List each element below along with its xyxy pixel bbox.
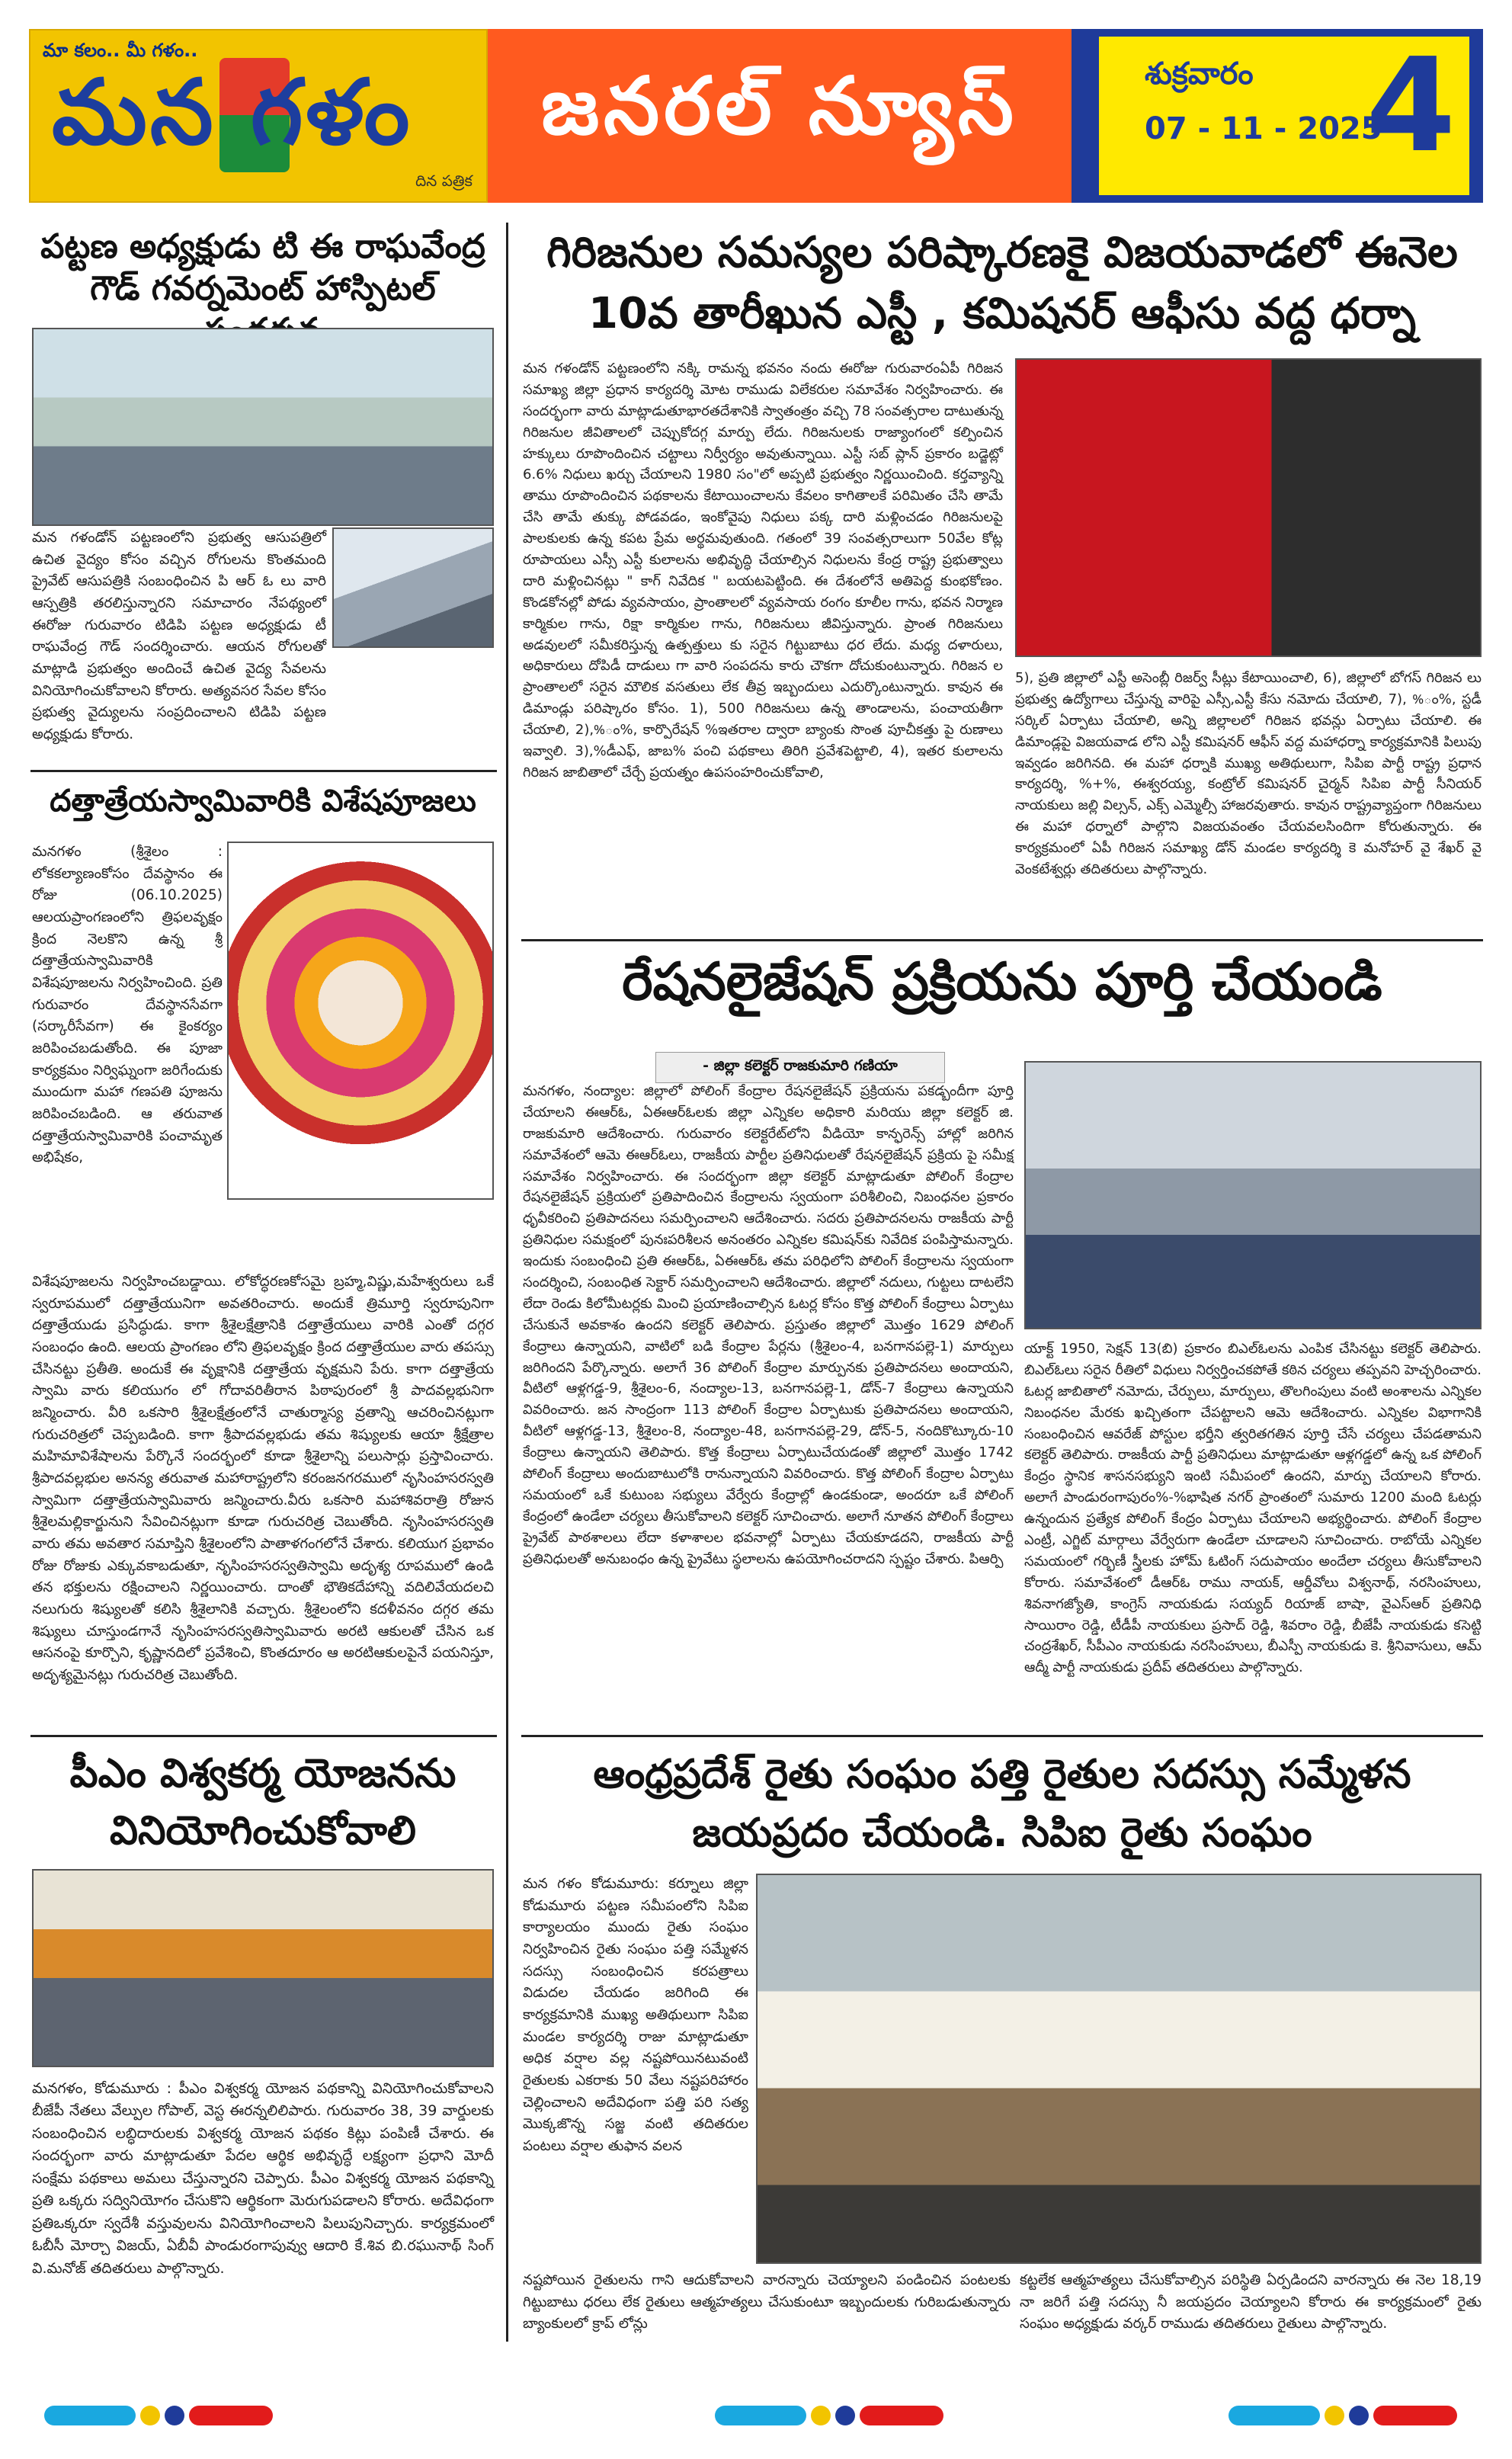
footer-pill-red [1373,2406,1457,2425]
section-divider [521,1735,1483,1737]
hospital-body-continued [32,649,494,764]
farmers-protest-photo [756,1874,1482,2264]
farmers-body-right: కట్టలేక ఆత్మహత్యలు చేసుకోవాల్సిన పరిస్థితి ఏర్పడిందని వారన్నారు ఈ నెల 18,19 నా జరిగే పత్తి సదస్సు నీ జయప్రదం చెయ్యాలని కోరారు ఈ కార్యక్రమంలో రైతు సంఘం అధ్యక్షుడు వర్కర్ రాముడు తదితరులు రైతులు పాల్గొన్నారు. [1020,2272,1482,2332]
hospital-body: మన గళండోన్ పట్టణంలోని ప్రభుత్వ ఆసుపత్రిలో ఉచిత వైద్యం కోసం వచ్చిన రోగులను కొంతమంది ప్రైవేట్ ఆసుపత్రికి సంబంధించిన పి ఆర్ ఓ లు వారి ఆస్పత్రికి తరలిస్తున్నారని సమాచారం నేపథ్యంలో ఈరోజు గురువారం టిడిపి పట్టణ అధ్యక్షుడు టీ రాఘవేంద్ర గౌడ్ సందర్శించారు. ఆయన రోగులతో మాట్లాడి ప్రభుత్వం అందించే ఉచిత వైద్య సేవలను వినియోగించుకోవాలని కోరారు. అత్యవసర సేవల కోసం ప్రభుత్వ వైద్యులను సంప్రదించాలని టిడిపి పట్టణ అధ్యక్షుడు కోరారు. [32,530,326,743]
footer-decoration [0,2401,1512,2432]
footer-dot-navy [165,2406,184,2425]
page-number: 4 [1366,30,1456,181]
dattatreya-body-full: విశేషపూజలను నిర్వహించబడ్డాయి. లోకోద్ధరణకోసమై బ్రహ్మ,విష్ణు,మహేశ్వరులు ఒకే స్వరూపములో దత్తాత్రేయునిగా అవతరించారు. అందుకే త్రిమూర్తి స్వరూపునిగా దత్తాత్రేయుడు ప్రసిద్ధుడు. కాగా శ్రీశైలక్షేత్రానికి దత్తాత్రేయులు వారికి ఎంతో దగ్గర సంబంధం ఉంది. ఆలయ ప్రాంగణం లోని త్రిఫలవృక్షం క్రింద దత్తాత్రేయుల వారు తపస్సు చేసినట్టు ప్రతీతి. అందుకే ఈ వృక్షానికి దత్తాత్రేయ వృక్షమని పేరు. కాగా దత్తాత్రేయ స్వామి వారు కలియుగం లో గోదావరితీరాన పిఠాపురంలో శ్రీ పాదవల్లభునిగా జన్మించారు. వీరి ఒకసారి శ్రీశైలక్షేత్రంలోనే చాతుర్మాస్య వ్రతాన్ని ఆచరించినట్లుగా గురుచరిత్రలో చెప్పబడింది. కాగా శ్రీపాదవల్లభుడు తమ శిష్యులకు ఆయా శ్రీక్షేత్రాల మహిమావిశేషాలను పేర్కొనే సందర్భంలో కూడా శ్రీశైలాన్ని పలుసార్లు ప్రస్తావించారు. శ్రీపాదవల్లభుల అనన్య తరువాత మహారాష్ట్రలోని కరంజనగరములో నృసింహసరస్వతి స్వామిగా దత్తాత్రేయస్వామివారు జన్మించారు.వీరు ఒకసారి మహాశివరాత్రి రోజున శ్రీశైలమల్లికార్జునుని సేవించినట్లుగా కూడా గురుచరిత్ర చెబుతోంది. నృసింహసరస్వతి వారు తమ అవతార సమాప్తిని శ్రీశైలంలోని పాతాళగంగలోనే చేశారు. కలియుగ ప్రభావం రోజు రోజుకు ఎక్కువకాబడుతూ, నృసింహసరస్వతిస్వామి అదృశ్య రూపములో ఉండి తన భక్తులను రక్షించాలని నిర్ణయించారు. దాంతో భౌతికదేహాన్ని వదిలివేయదలచి నలుగురు శిష్యులతో కలిసి శ్రీశైలానికి వచ్చారు. శ్రీశైలంలోని కదళీవనం దగ్గర తమ శిష్యులు చూస్తుండగానే నృసింహసరస్వతిస్వామివారు అరటి ఆకులతో చేసిన ఒక ఆసనంపై కూర్చొని, కృష్ణానదిలో ప్రవేశించి, కొంతదూరం ఆ అరటిఆకులపైనే పయనిస్తూ, అదృశ్యమైనట్లు గురుచరిత్ర చెబుతోంది. [32,1274,494,1684]
logo-tagline: మా కలం.. మీ గళం.. [43,40,198,61]
date-panel [1072,29,1483,203]
issue-date: 07 - 11 - 2025 [1145,111,1382,146]
section-divider [30,770,497,772]
footer-pill-blue [715,2406,806,2425]
dharna-body: మన గళండోన్ పట్టణంలోని నక్కి రామన్న భవనం నందు ఈరోజు గురువారంఏపీ గిరిజన సమాఖ్య జిల్లా ప్రధాన కార్యదర్శి మోట రాముడు విలేకరుల సమావేశం నిర్వహించారు. ఈ సందర్భంగా వారు మాట్లాడుతూభారతదేశానికి స్వాతంత్రం వచ్చి 78 సంవత్సరాల దాటుతున్న గిరిజనుల జీవితాలలో చెప్పుకోదగ్గ మార్పు లేదు. గిరిజనులకు రాజ్యాంగంలో కల్పించిన హక్కులు రూపొందించిన చట్టాలు నిర్వీర్యం అవుతున్నాయి. ఎస్టీ సబ్ ప్లాన్ ప్రకారం బడ్జెట్లో 6.6% నిధులు ఖర్చు చేయాలని 1980 సం"లో అప్పటి ప్రభుత్వం నిర్ణయించింది. కర్తవ్యాన్ని తాము రూపొందించిన పథకాలను కేటాయించాలను కేవలం కాగితాలకే పరిమితం చేసి తామే చేసి తామే తుక్కు పోడవడం, ఇంకోవైపు నిధులు పక్క దారి మళ్లించడం గిరిజనులపై పాలకులకు ఉన్న కపట ప్రేమ అర్థమవుతుంది. గతంలో 39 సంవత్సరాలుగా 50వేల కోట్ల రూపాయలు ఎస్సీ ఎస్టీ కులాలను అభివృద్ధి చేయాల్సిన నిధులను కేంద్ర రాష్ట్ర ప్రభుత్వాలు దారి మళ్లించినట్లు " కాగ్ నివేదిక " బయటపెట్టింది. ఈ దేశంలోనే అతిపెద్ద కుంభకోణం. కొండకోనల్లో పోడు వ్యవసాయం, ప్రాంతాలలో వ్యవసాయ రంగం కూలీల గాను, భవన నిర్మాణ కార్మికుల గాను, రిక్షా కార్మికుల గాను, గిరిజనులు జీవిస్తున్నారు. ప్రాంత గిరిజనులు అడవులలో సమీకరిస్తున్న ఉత్పత్తులు కు సరైన గిట్టుబాటు ధర లేదు. మధ్య దళారులు, అధికారులు దోపిడీ దాడులు గా వారి సంపదను కారు చౌకగా దోచుకుంటున్నారు. గిరిజన ల ప్రాంతాలలో సరైన మౌలిక వసతులు లేక తీవ్ర ఇబ్బందులు ఎదుర్కొంటున్నారు. కావున ఈ డిమాండ్లు పరిష్కారం కోసం. 1), 500 గిరిజనులు ఉన్న తాండాలను, పంచాయతీగా చేయాలి, 2),%ం%, కార్పొరేషన్ %ఇతరాల ద్వారా బ్యాంకు సొంత పూచీకత్తు పై రుణాలు ఇవ్వాలి. 3),%డీఎఫ్, జాబ% పంచి పథకాలు తిరిగి ప్రవేశపెట్టాలి, 4), ఇతర కులాలను గిరిజన జాబితాలో చేర్చే ప్రయత్నం ఉపసంహరించుకోవాలి, [523,361,1003,781]
vishwakarma-photo [32,1869,494,2067]
cpi-dharna-photo [1015,358,1482,657]
logo-title: మన గళం [52,59,413,165]
vishwakarma-headline: పీఎం విశ్వకర్మ యోజనను వినియోగించుకోవాలి [69,1751,456,1855]
dharna-headline: గిరిజనుల సమస్యల పరిష్కారణకై విజయవాడలో ఈనెల 10వ తారీఖున ఎస్టీ , కమిషనర్ ఆఫీసు వద్ద ధర్నా [546,228,1458,338]
rationalization-body-right: యాక్ట్ 1950, సెక్షన్ 13(బి) ప్రకారం బిఎల్ఓలను ఎంపిక చేసినట్టు కలెక్టర్ తెలిపారు. బిఎల్ఓలు సరైన రీతిలో విధులు నిర్వర్తించకపోతే కఠిన చర్యలు తప్పవని హెచ్చరించారు. ఓటర్ల జాబితాలో నమోదు, చేర్పులు, మార్పులు, తొలగింపులు వంటి అంశాలను ఎన్నికల నిబంధనల మేరకు ఖచ్చితంగా చేపట్టాలని ఆమె ఆదేశించారు. ఎన్నికల విభాగానికి సంబంధించిన ఆవరేజ్ పోస్టుల భర్తీని త్వరితగతిన పూర్తి చేసే చర్యలు చేపడతామని కలెక్టర్ తెలిపారు. రాజకీయ పార్టీ ప్రతినిధులు మాట్లాడుతూ ఆళ్లగడ్డలో ఉన్న ఒక పోలింగ్ కేంద్రం స్థానిక శాసనసభ్యుని ఇంటి సమీపంలో ఉందని, మార్పు చేయాలని కోరారు. అలాగే పాండురంగాపురం%-%భాషిత నగర్ ప్రాంతంలో సుమారు 1200 మంది ఓటర్లు ఉన్నందున ప్రత్యేక పోలింగ్ కేంద్రం ఏర్పాటు చేయాలని అభ్యర్థించారు. పోలింగ్ కేంద్రాల ఎంట్రీ, ఎగ్జిట్ మార్గాలు వేర్వేరుగా ఉండేలా చూడాలని సూచించారు. రాబోయే ఎన్నికల సమయంలో గర్భిణీ స్త్రీలకు హోమ్ ఓటింగ్ సదుపాయం అందేలా చర్యలు తీసుకోవాలని కోరారు. సమావేశంలో డీఆర్ఓ రాము నాయక్, ఆర్డీవోలు విశ్వనాథ్, నరసింహులు, శివనాగజ్యోతి, కాంగ్రెస్ నాయకుడు సయ్యద్ రియాజ్ బాషా, వైఎస్ఆర్ ప్రతినిధి సాయిరాం రెడ్డి, టీడీపీ నాయకులు ప్రసాద్ రెడ్డి, శివరాం రెడ్డి, బీజేపీ నాయకుడు కసెట్టి చంద్రశేఖర్, సీపీఎం నాయకుడు నరసింహులు, బీఎస్పీ నాయకుడు కె. శ్రీనివాసులు, ఆమ్ ఆద్మీ పార్టీ నాయకుడు ప్రదీప్ తదితరులు పాల్గొన్నారు. [1024,1341,1482,1676]
hospital-photo [32,328,494,526]
hospital-headline: పట్టణ అధ్యక్షుడు టి ఈ రాఘవేంద్ర గౌడ్ గవర్నమెంట్ హాస్పిటల్ [40,227,485,308]
footer-pill-blue [44,2406,136,2425]
dattatreya-idol-photo [227,842,494,1200]
rationalization-byline: - జిల్లా కలెక్టర్ రాజకుమారి గణియా [655,1052,945,1083]
hospital-body-intro [32,527,326,743]
farmers-body-side: మన గళం కోడుమూరు: కర్నూలు జిల్లా కోడుమూరు పట్టణ సమీపంలోని సిపిఐ కార్యాలయం ముందు రైతు సంఘం నిర్వహించిన రైతు సంఘం పత్తి సమ్మేళన సదస్సు సంబంధించిన కరపత్రాలు విడుదల చేయడం జరిగింది ఈ కార్యక్రమానికి ముఖ్య అతిథులుగా సిపిఐ మండల కార్యదర్శి రాజు మాట్లాడుతూ అధిక వర్షాల వల్ల నష్టపోయినటువంటి రైతులకు ఎకరాకు 50 వేలు నష్టపరిహారం చెల్లించాలని అదేవిధంగా పత్తి పరి సత్య మొక్కజొన్న సజ్జ వంటి తదితరుల పంటలు వర్షాల తుఫాన వలన [523,1876,748,2155]
dattatreya-headline: దత్తాత్రేయస్వామివారికి విశేషపూజలు [50,784,476,819]
footer-pill-blue [1228,2406,1320,2425]
section-title: జనరల్ న్యూస్ [541,59,1018,152]
rationalization-headline: రేషనలైజేషన్ ప్రక్రియను పూర్తి చేయండి [622,952,1382,1012]
footer-pill-red [189,2406,273,2425]
section-divider [521,939,1483,941]
logo-subtitle: దిన పత్రిక [415,172,472,190]
masthead [29,29,1483,203]
section-banner [488,29,1072,203]
date-card [1085,30,1469,195]
column-divider [506,223,508,2342]
footer-dot-yellow [811,2406,831,2425]
weekday: శుక్రవారం [1145,56,1254,91]
farmers-headline: ఆంధ్రప్రదేశ్ రైతు సంఘం పత్తి రైతుల సదస్సు సమ్మేళన జయప్రదం చేయండి. సిపిఐ రైతు సంఘం [593,1752,1411,1856]
footer-dot-navy [835,2406,855,2425]
newspaper-logo [29,29,488,203]
section-divider [30,1735,497,1737]
hospital-photo-inset [332,527,494,648]
footer-pill-red [860,2406,943,2425]
dattatreya-body-side: మనగళం (శ్రీశైలం : లోకకల్యాణంకోసం దేవస్థానం ఈ రోజు (06.10.2025) ఆలయప్రాంగణంలోని త్రిఫలవృక్షం క్రింద నెలకొని ఉన్న శ్రీ దత్తాత్రేయస్వామివారికి విశేషపూజలను నిర్వహించింది. ప్రతి గురువారం దేవస్థానసేవగా (సర్కారీసేవగా) ఈ కైంకర్యం జరిపించబడుతోంది. ఈ పూజా కార్యక్రమం నిర్విఘ్నంగా జరిగేందుకు ముందుగా మహా గణపతి పూజను జరిపించబడింది. ఆ తరువాత దత్తాత్రేయస్వామివారికి పంచామృత అభిషేకం, [32,844,223,1166]
rationalization-body: మనగళం, నంద్యాల: జిల్లాలో పోలింగ్ కేంద్రాల రేషనలైజేషన్ ప్రక్రియను పకడ్బందీగా పూర్తి చేయాలని ఈఆర్ఓ, ఏఈఆర్ఓలకు జిల్లా ఎన్నికల అధికారి మరియు జిల్లా కలెక్టర్ జి. రాజకుమారి ఆదేశించారు. గురువారం కలెక్టరేట్‌లోని వీడియో కాన్ఫరెన్స్ హాల్లో జరిగిన సమావేశంలో ఆమె ఈఆర్ఓలు, రాజకీయ పార్టీల ప్రతినిధులతో రేషనలైజేషన్ ప్రక్రియ పై సమీక్ష సమావేశం నిర్వహించారు. ఈ సందర్భంగా జిల్లా కలెక్టర్ మాట్లాడుతూ పోలింగ్ కేంద్రాల రేషనలైజేషన్ ప్రక్రియలో ప్రతిపాదించిన కేంద్రాలను స్వయంగా పరిశీలించి, నిబంధనల ప్రకారం ధృవీకరించి ప్రతిపాదనలు సమర్పించాలని ఆదేశించారు. సదరు ప్రతిపాదనలను రాజకీయ పార్టీ ప్రతినిధుల సమక్షంలో పునఃపరిశీలన అనంతరం ఎన్నికల కమిషన్‌కు నివేదిక పంపిస్తామన్నారు. ఇందుకు సంబంధించి ప్రతి ఈఆర్ఓ, ఏఈఆర్ఓ తమ పరిధిలోని పోలింగ్ కేంద్రాలను స్వయంగా సందర్శించి, సంబంధిత సెక్టార్ సమర్పించాలని ఆదేశించారు. జిల్లాలో నదులు, గుట్టలు దాటలేని లేదా రెండు కిలోమీటర్లకు మించి ప్రయాణించాల్సిన ఓటర్ల కోసం కొత్త పోలింగ్ కేంద్రాలు ఏర్పాటు చేసుకునే అవకాశం ఉందని కలెక్టర్ తెలిపారు. ప్రస్తుతం జిల్లాలో మొత్తం 1629 పోలింగ్ కేంద్రాలు ఉన్నాయని, వాటిలో బడి కేంద్రాల పేర్లను (శ్రీశైలం-4, బనగానపల్లె-1) మార్పులు జరిగిందని పేర్కొన్నారు. అలాగే 36 పోలింగ్ కేంద్రాల మార్పునకు ప్రతిపాదనలు అందాయని, వీటిలో ఆళ్లగడ్డ-9, శ్రీశైలం-6, నంద్యాల-13, బనగానపల్లె-1, డోన్-7 కేంద్రాలు ఉన్నాయని వివరించారు. జన సాంద్రంగా 113 పోలింగ్ కేంద్రాల ఏర్పాటుకు ప్రతిపాదనలు అందాయని, వీటిలో ఆళ్లగడ్డ-13, శ్రీశైలం-8, నంద్యాల-48, బనగానపల్లె-29, డోన్-5, నందికొట్కూరు-10 కేంద్రాలు ఉన్నాయని తెలిపారు. కొత్త కేంద్రాలు ఏర్పాటుచేయడంతో జిల్లాలో మొత్తం 1742 పోలింగ్ కేంద్రాలు అందుబాటులోకి రానున్నాయని వివరించారు. కొత్త పోలింగ్ కేంద్రాల ఏర్పాటు సమయంలో ఒకే కుటుంబ సభ్యులు వేర్వేరు కేంద్రాల్లో ఉండకుండా, అందరూ ఒకే పోలింగ్ కేంద్రంలో ఉండేలా చర్యలు తీసుకోవాలని కలెక్టర్ సూచించారు. అలాగే నూతన పోలింగ్ కేంద్రాలు ప్రైవేట్ పాఠశాలలు లేదా కళాశాలల భవనాల్లో ఏర్పాటు చేయకూడదని, రాజకీయ పార్టీ ప్రతినిధులతో అనుబంధం ఉన్న ప్రైవేటు స్థలాలను ఉపయోగించరాదని స్పష్టం చేశారు. పిఆర్పి [523,1083,1014,1567]
farmers-body-full: నష్టపోయిన రైతులను గాని ఆదుకోవాలని వారన్నారు చెయ్యాలని పండించిన పంటలకు గిట్టుబాటు ధరలు లేక రైతులు ఆత్మహత్యలు చేసుకుంటూ ఇబ్బందులకు గురిబడుతున్నారు బ్యాంకులలో క్రాప్ లోన్లు [523,2272,1011,2332]
footer-dot-yellow [1325,2406,1344,2425]
dharna-body-right: 5), ప్రతి జిల్లాలో ఎస్టీ అసెంబ్లీ రిజర్వ్ సీట్లు కేటాయించాలి, 6), జిల్లాలో బోగస్ గిరిజన లు ప్రభుత్వ ఉద్యోగాలు చేస్తున్న వారిపై ఎస్సీ,ఎస్టీ కేసు నమోదు చేయాలి, 7), %ం%, స్టడీ సర్కిల్ ఏర్పాటు చేయాలి, అన్ని జిల్లాలలో గిరిజన భవన్లు ఏర్పాటు చేయాలి. ఈ డిమాండ్లపై విజయవాడ లోని ఎస్టీ కమిషనర్ ఆఫీస్ వద్ద మహాధర్నా కార్యక్రమానికి పిలుపు ఇవ్వడం జరిగినది. ఈ మహా ధర్నాకి ముఖ్య అతిథులుగా, సిపిఐ పార్టీ రాష్ట్ర ప్రధాన కార్యదర్శి, %+%, ఈశ్వరయ్య, కంట్రోల్ కమిషనర్ చైర్మన్ సిపిఐ పార్టీ సీనియర్ నాయకులు జల్లి విల్సన్, ఎక్స్ ఎమ్మెల్సీ హాజరవుతారు. కావున రాష్ట్రవ్యాప్తంగా గిరిజనులు ఈ మహా ధర్నాలో పాల్గొని విజయవంతం చేయవలసిందిగా కోరుతున్నారు. ఈ కార్యక్రమంలో ఏపీ గిరిజన సమాఖ్య డోన్ మండల కార్యదర్శి కె మనోహర్ వై శేఖర్ వై వెంకటేశ్వర్లు తదితరులు పాల్గొన్నారు. [1015,670,1482,878]
vishwakarma-body: మనగళం, కోడుమూరు : పీఎం విశ్వకర్మ యోజన పథకాన్ని వినియోగించుకోవాలని బీజేపీ నేతలు వేల్పుల గోపాల్, వెస్ట ఈరన్నలిలిపారు. గురువారం 38, 39 వార్డులకు సంబంధించిన లబ్ధిదారులకు విశ్వకర్మ యోజన పథకం కిట్లు పంపిణీ చేశారు. ఈ సందర్భంగా వారు మాట్లాడుతూ పేదల ఆర్థిక అభివృద్ధే లక్ష్యంగా ప్రధాని మోదీ సంక్షేమ పథకాలు అమలు చేస్తున్నారని చెప్పారు. పీఎం విశ్వకర్మ యోజన పథకాన్ని ప్రతి ఒక్కరు సద్వినియోగం చేసుకొని ఆర్థికంగా మెరుగుపడాలని కోరారు. అదేవిధంగా ప్రతిఒక్కరూ స్వదేశీ వస్తువులను వినియోగించాలని పిలుపునిచ్చారు. కార్యక్రమంలో ఓబీసీ మోర్చా విజయ్, ఏబీవీ పాండురంగాపువ్వు ఆదారి కే.శివ బి.రఘునాథ్ సింగ్ వి.మనోజ్ తదితరులు పాల్గొన్నారు. [32,2080,494,2277]
collector-meeting-photo [1024,1061,1482,1329]
footer-dot-navy [1349,2406,1369,2425]
footer-dot-yellow [140,2406,160,2425]
